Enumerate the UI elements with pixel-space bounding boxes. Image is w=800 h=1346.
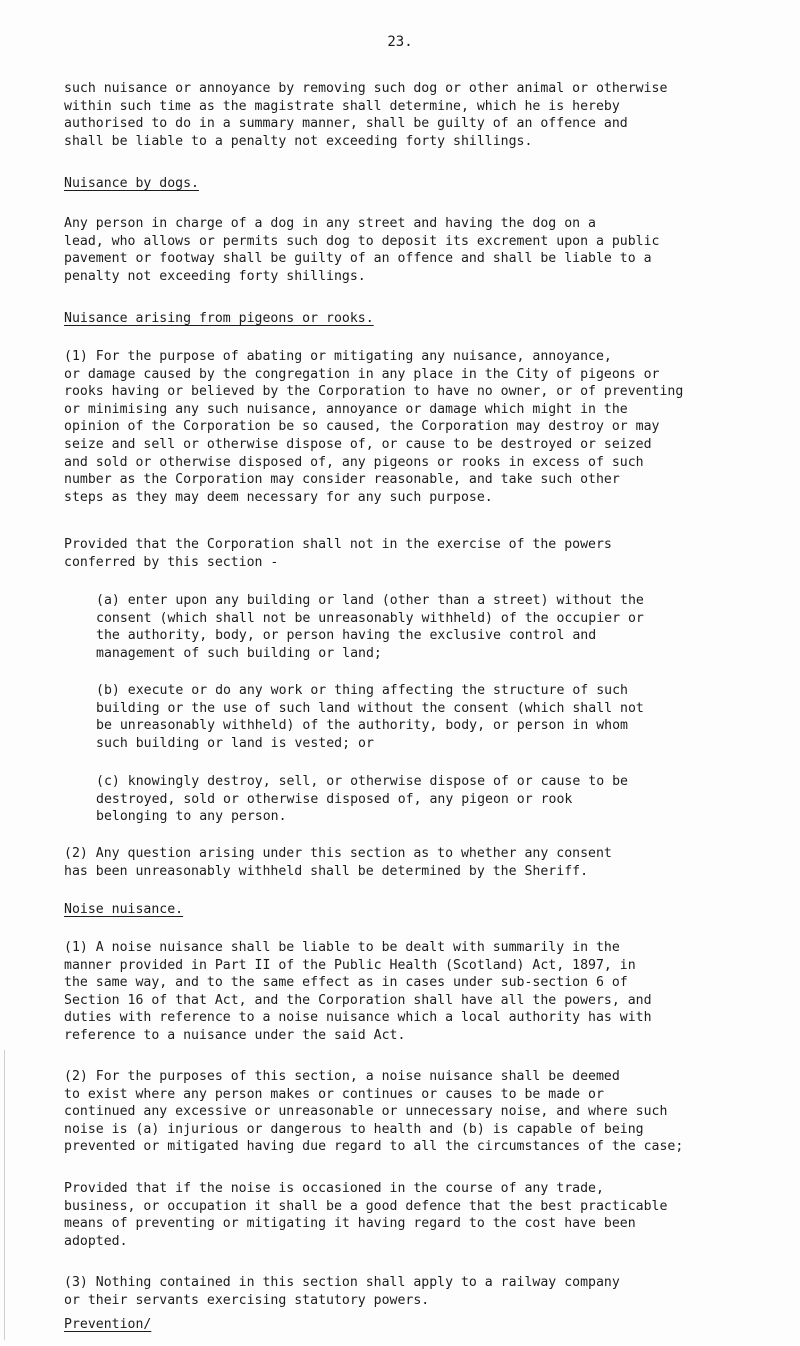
intro-paragraph: such nuisance or annoyance by removing such dog or other animal or otherwise within such time as the magistrate shall determine, which he is hereby authorised to do in a summary manner, shall be guilty of an offence and shall be liable to a penalty not exceeding forty shillings. (64, 81, 668, 149)
heading-pigeons-rooks: Nuisance arising from pigeons or rooks. (64, 311, 374, 326)
scan-edge-line (4, 1050, 5, 1340)
heading-noise-nuisance: Noise nuisance. (64, 902, 184, 917)
noise-proviso: Provided that if the noise is occasioned in the course of any trade, business, or occupation it shall be a good defence that the best practicable means of preventing or mitigating it having regard to the cost have been adopted. (64, 1181, 668, 1249)
noise-subsection-3: (3) Nothing contained in this section shall apply to a railway company or their servants exercising statutory powers. (64, 1275, 620, 1308)
pigeons-subsection-1: (1) For the purpose of abating or mitigating any nuisance, annoyance, or damage caused by the congregation in any place in the City of pigeons or rooks having or believed by the Corporation to have no owner, or of preventing or minimising any such nuisance, annoyance or damage which might in the opinion of the Corporation be so caused, the Corporation may destroy or may seize and sell or otherwise dispose of, or cause to be destroyed or seized and sold or otherwise disposed of, any pigeons or rooks in excess of such number as the Corporation may consider reasonable, and take such other steps as they may deem necessary for any such purpose. (64, 349, 684, 505)
page-number: 23. (387, 34, 413, 50)
heading-nuisance-by-dogs: Nuisance by dogs. (64, 176, 199, 191)
proviso-item-c: (c) knowingly destroy, sell, or otherwise dispose of or cause to be destroyed, sold or otherwise disposed of, any pigeon or rook belonging to any person. (96, 774, 628, 825)
pigeons-proviso: Provided that the Corporation shall not in the exercise of the powers conferred by this section - (64, 537, 612, 570)
proviso-item-a: (a) enter upon any building or land (other than a street) without the consent (which shall not be unreasonably withheld) of the occupier or the authority, body, or person having the exclusive control and management of such building or land; (96, 593, 644, 661)
dogs-paragraph: Any person in charge of a dog in any street and having the dog on a lead, who allows or permits such dog to deposit its excrement upon a public pavement or footway shall be guilty of an offence and shall be liable to a penalty not exceeding forty shillings. (64, 216, 660, 284)
catchword: Prevention/ (64, 1317, 152, 1332)
pigeons-subsection-2: (2) Any question arising under this section as to whether any consent has been unreasonably withheld shall be determined by the Sheriff. (64, 846, 612, 879)
noise-subsection-1: (1) A noise nuisance shall be liable to be dealt with summarily in the manner provided in Part II of the Public Health (Scotland) Act, 1897, in the same way, and to the same effect as in cases under sub-section 6 of Section 16 of that Act, and the Corporation shall have all the powers, and duties with reference to a noise nuisance which a local authority has with reference to a nuisance under the said Act. (64, 940, 652, 1043)
noise-subsection-2: (2) For the purposes of this section, a noise nuisance shall be deemed to exist where any person makes or continues or causes to be made or continued any excessive or unreasonable or unnecessary noise, and where such noise is (a) injurious or dangerous to health and (b) is capable of being prevented or mitigated having due regard to all the circumstances of the case; (64, 1069, 684, 1155)
proviso-item-b: (b) execute or do any work or thing affecting the structure of such building or the use of such land without the consent (which shall not be unreasonably withheld) of the authority, body, or person in whom such building or land is vested; or (96, 683, 644, 751)
